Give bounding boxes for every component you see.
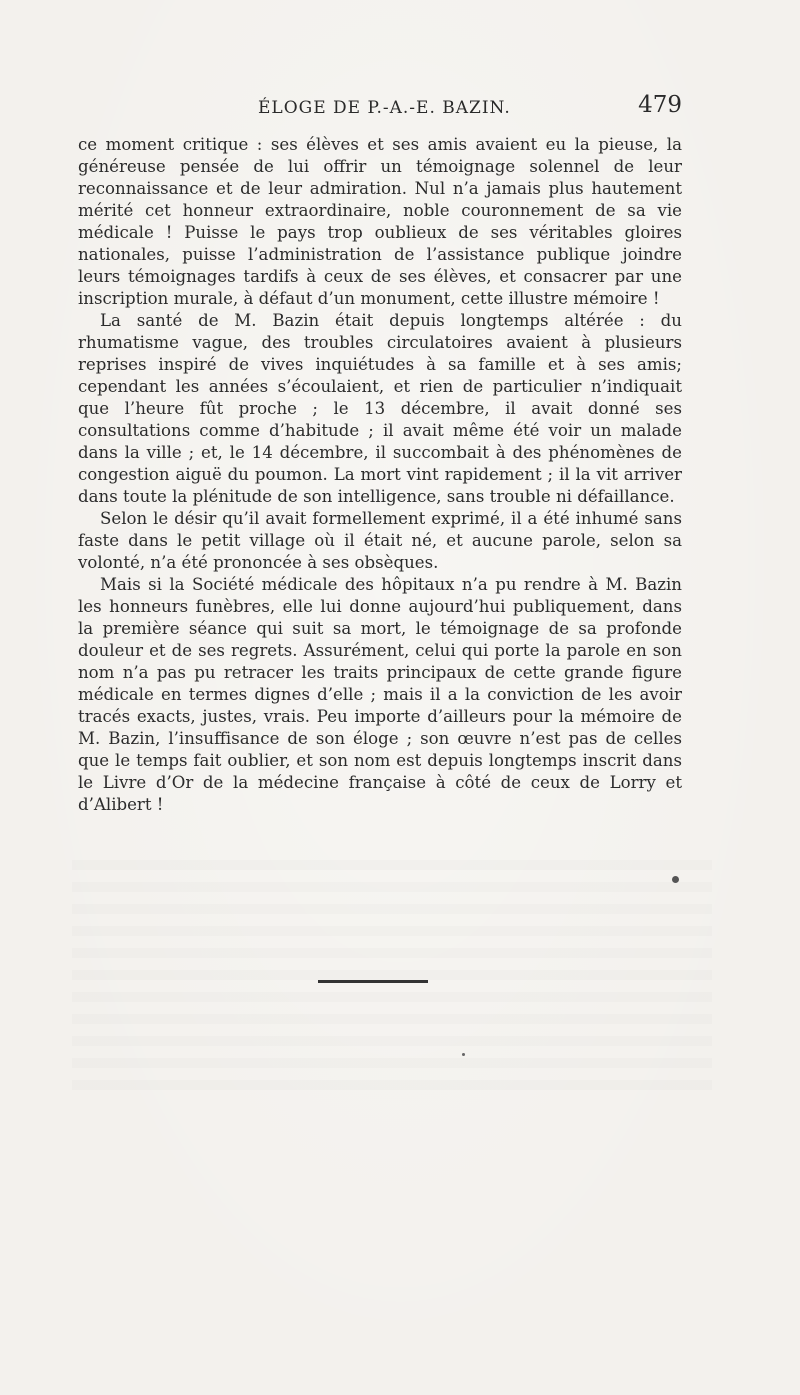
ink-speck <box>462 1053 465 1056</box>
ink-mark <box>672 876 679 883</box>
paragraph-1: ce moment critique : ses élèves et ses amis avaient eu la pieuse, la généreuse pensée de lui offrir un témoignage solennel de leur reconnaissance et de leur admiration. Nul n’a jamais plus hautement mérité cet honneur extraordinaire, noble couronnement de sa vie médicale ! Puisse le pays trop oublieux de ses véritables gloires nationales, puisse l’administration de l’assistance publique joindre leurs témoignages tardifs à ceux de ses élèves, et consacrer par une inscription murale, à défaut d’un monument, cette illustre mémoire ! <box>78 135 682 308</box>
body-text <box>78 134 682 816</box>
end-rule <box>318 980 428 983</box>
paragraph-4: Mais si la Société médicale des hôpitaux n’a pu rendre à M. Bazin les honneurs funèbres, elle lui donne aujourd’hui publiquement, dans la première séance qui suit sa mort, le témoignage de sa profonde douleur et de ses regrets. Assurément, celui qui porte la parole en son nom n’a pas pu retracer les traits principaux de cette grande figure médicale en termes dignes d’elle ; mais il a la conviction de les avoir tracés exacts, justes, vrais. Peu importe d’ailleurs pour la mémoire de M. Bazin, l’insuffisance de son éloge ; son œuvre n’est pas de celles que le temps fait oublier, et son nom est depuis longtemps inscrit dans le Livre d’Or de la médecine française à côté de ceux de Lorry et d’Alibert ! <box>78 575 682 814</box>
running-title: ÉLOGE DE P.-A.-E. BAZIN. <box>258 98 511 118</box>
page-header <box>78 92 682 126</box>
page-number: 479 <box>638 92 682 118</box>
paragraph-3: Selon le désir qu’il avait formellement exprimé, il a été inhumé sans faste dans le petit village où il était né, et aucune parole, selon sa volonté, n’a été prononcée à ses obsèques. <box>78 509 682 572</box>
paragraph-2: La santé de M. Bazin était depuis longtemps altérée : du rhumatisme vague, des troubles circulatoires avaient à plusieurs reprises inspiré de vives inquiétudes à sa famille et à ses amis; cependant les années s’écoulaient, et rien de particulier n’indiquait que l’heure fût proche ; le 13 décembre, il avait donné ses consultations comme d’habitude ; il avait même été voir un malade dans la ville ; et, le 14 décembre, il succombait à des phénomènes de congestion aiguë du poumon. La mort vint rapidement ; il la vit arriver dans toute la plénitude de son intelligence, sans trouble ni défaillance. <box>78 311 682 506</box>
